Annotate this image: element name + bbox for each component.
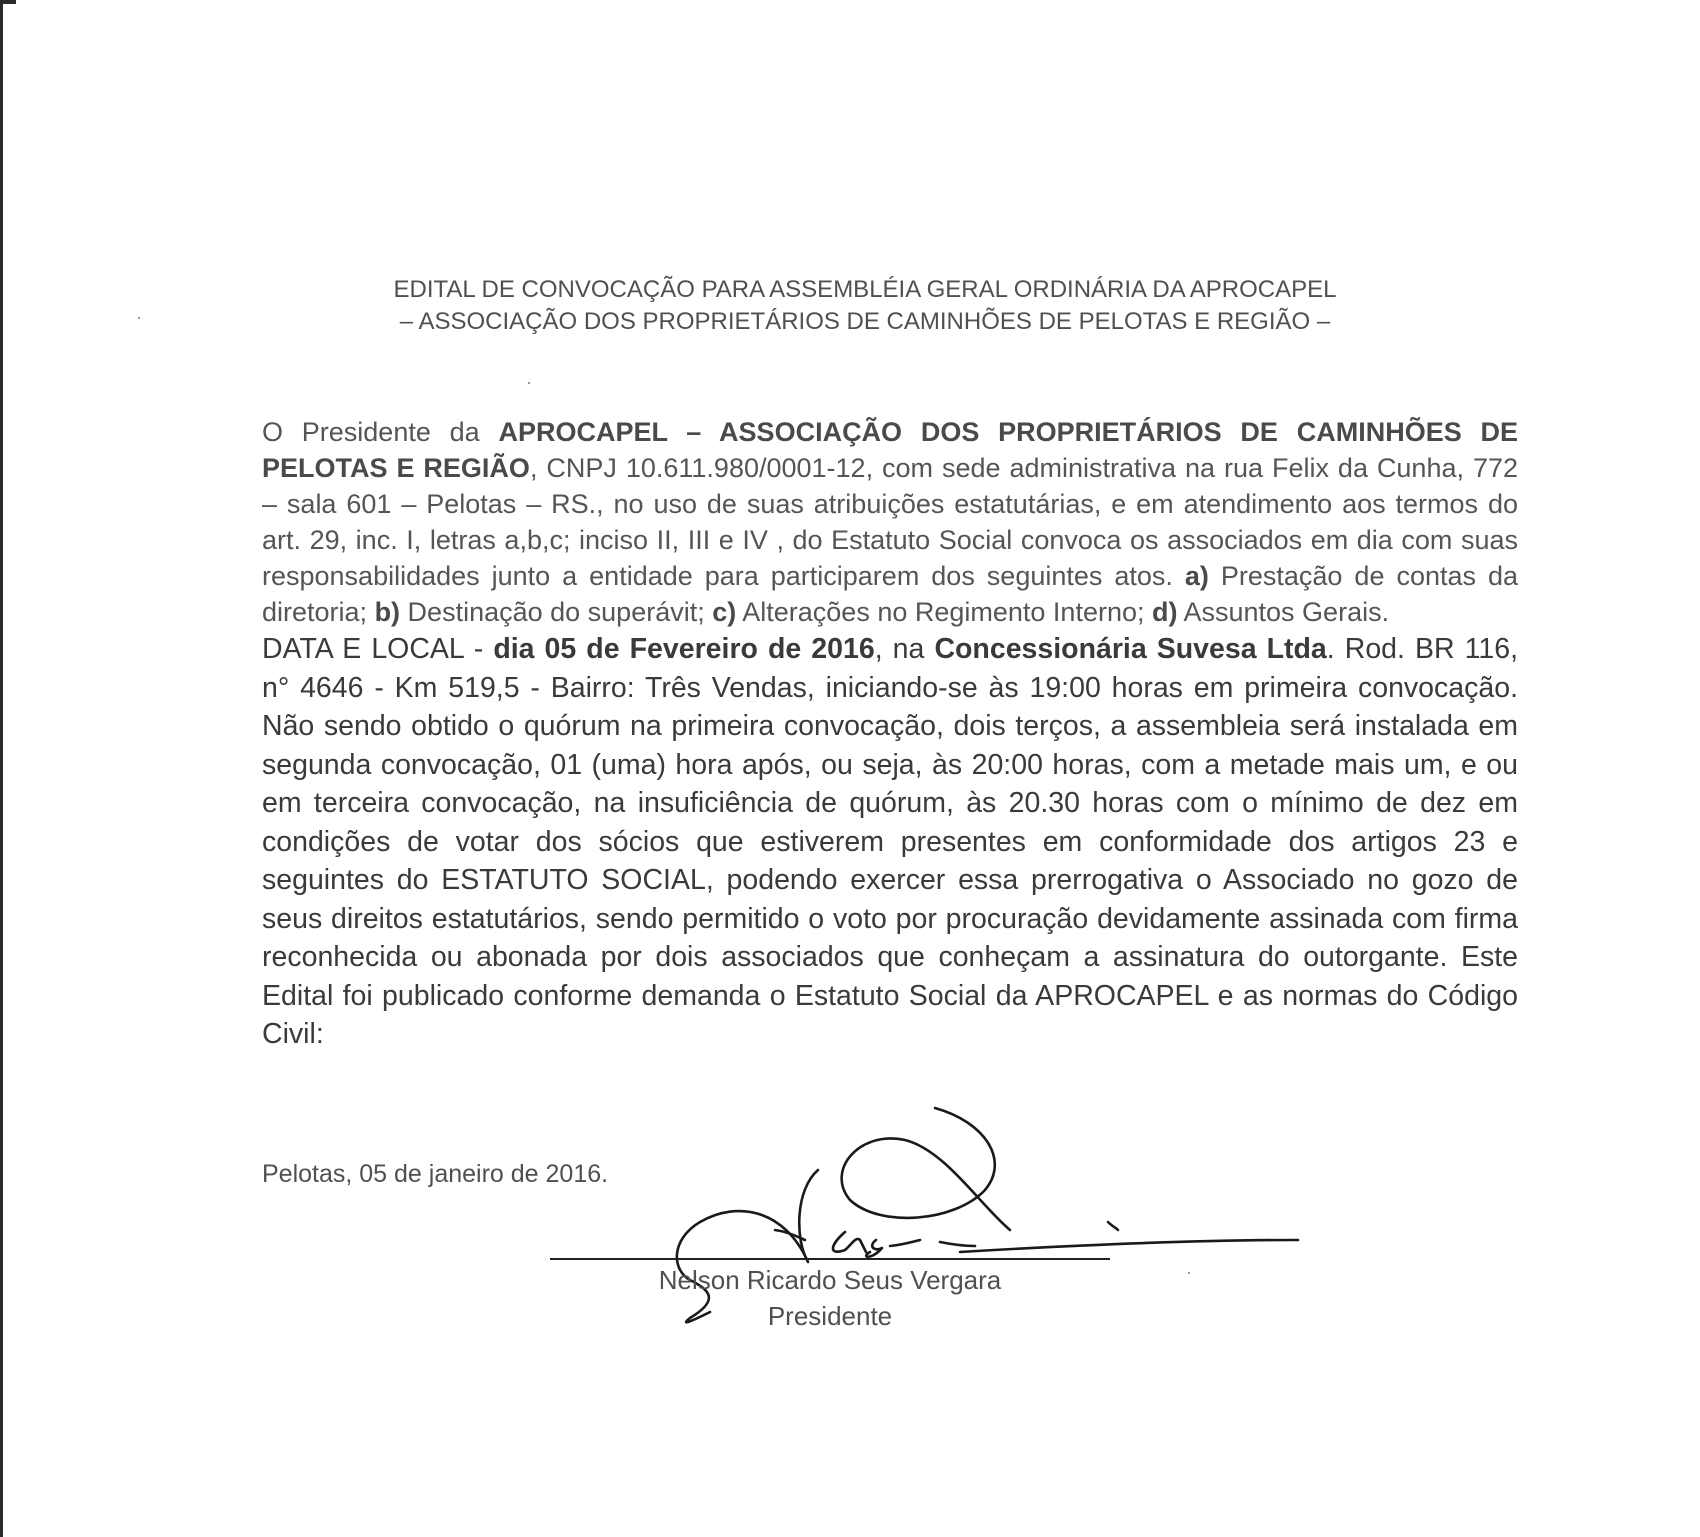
text-run: , na <box>874 633 935 665</box>
scan-edge <box>0 0 3 1537</box>
bold-text-run: c) <box>712 597 737 627</box>
bold-text-run: b) <box>374 597 401 627</box>
signature-line <box>550 1258 1110 1260</box>
date-location-paragraph <box>262 630 1518 1054</box>
signer-block <box>610 1262 1050 1334</box>
title-line-2: – ASSOCIAÇÃO DOS PROPRIETÁRIOS DE CAMINHÕES DE PELOTAS E REGIÃO – <box>399 308 1331 335</box>
text-run: DATA E LOCAL - <box>262 633 494 665</box>
text-run: . Rod. BR 116, n° 4646 - Km 519,5 - Bairro: Três Vendas, iniciando-se às 19:00 horas em primeira convocação. Não sendo obtido o quórum na primeira convocação, dois terços, a assembleia será instalada em segunda convocação, 01 (uma) hora após, ou seja, às 20:00 horas, com a metade mais um, e ou em terceira convocação, na insuficiência de quórum, às 20.30 horas com o mínimo de dez em condições de votar dos sócios que estiverem presentes em conformidade dos artigos 23 e seguintes do ESTATUTO SOCIAL, podendo exercer essa prerrogativa o Associado no gozo de seus direitos estatutários, sendo permitido o voto por procuração devidamente assinada com firma reconhecida ou abonada por dois associados que conheçam a assinatura do outorgante. Este Edital foi publicado conforme demanda o Estatuto Social da APROCAPEL e as normas do Código Civil: <box>262 633 1518 1050</box>
signer-name: Nelson Ricardo Seus Vergara <box>658 1265 1002 1295</box>
scan-speck <box>138 317 140 319</box>
title-line-1: EDITAL DE CONVOCAÇÃO PARA ASSEMBLÉIA GERAL ORDINÁRIA DA APROCAPEL <box>393 276 1337 303</box>
document-title <box>300 274 1430 338</box>
text-run: Alterações no Regimento Interno; <box>736 597 1152 627</box>
bold-text-run: APROCAPEL – ASSOCIAÇÃO DOS PROPRIETÁRIOS DE CAMINHÕES DE PELOTAS E REGIÃO <box>262 417 1519 483</box>
text-run: Destinação do superávit; <box>400 597 713 627</box>
bold-text-run: dia 05 de Fevereiro de 2016 <box>493 633 875 665</box>
scan-corner-mark <box>0 0 16 4</box>
text-run: Prestação de contas da diretoria; <box>262 561 1519 627</box>
text-run: , CNPJ 10.611.980/0001-12, com sede administrativa na rua Felix da Cunha, 772 – sala 601 – Pelotas – RS., no uso de suas atribuições estatutárias, e em atendimento aos termos do art. 29, inc. I, letras a,b,c; inciso II, III e IV , do Estatuto Social convoca os associados em dia com suas responsabilidades junto a entidade para participarem dos seguintes atos. <box>262 453 1518 591</box>
signer-role: Presidente <box>767 1301 893 1331</box>
place-date: Pelotas, 05 de janeiro de 2016. <box>262 1160 609 1188</box>
scan-speck <box>1188 1272 1190 1274</box>
bold-text-run: d) <box>1152 597 1178 627</box>
scan-speck <box>528 382 530 384</box>
text-run: O Presidente da <box>262 417 499 447</box>
convocation-paragraph <box>262 414 1518 630</box>
bold-text-run: a) <box>1184 561 1209 591</box>
text-run: Assuntos Gerais. <box>1177 597 1390 627</box>
document-body <box>262 414 1518 1054</box>
bold-text-run: Concessionária Suvesa Ltda <box>934 633 1327 665</box>
